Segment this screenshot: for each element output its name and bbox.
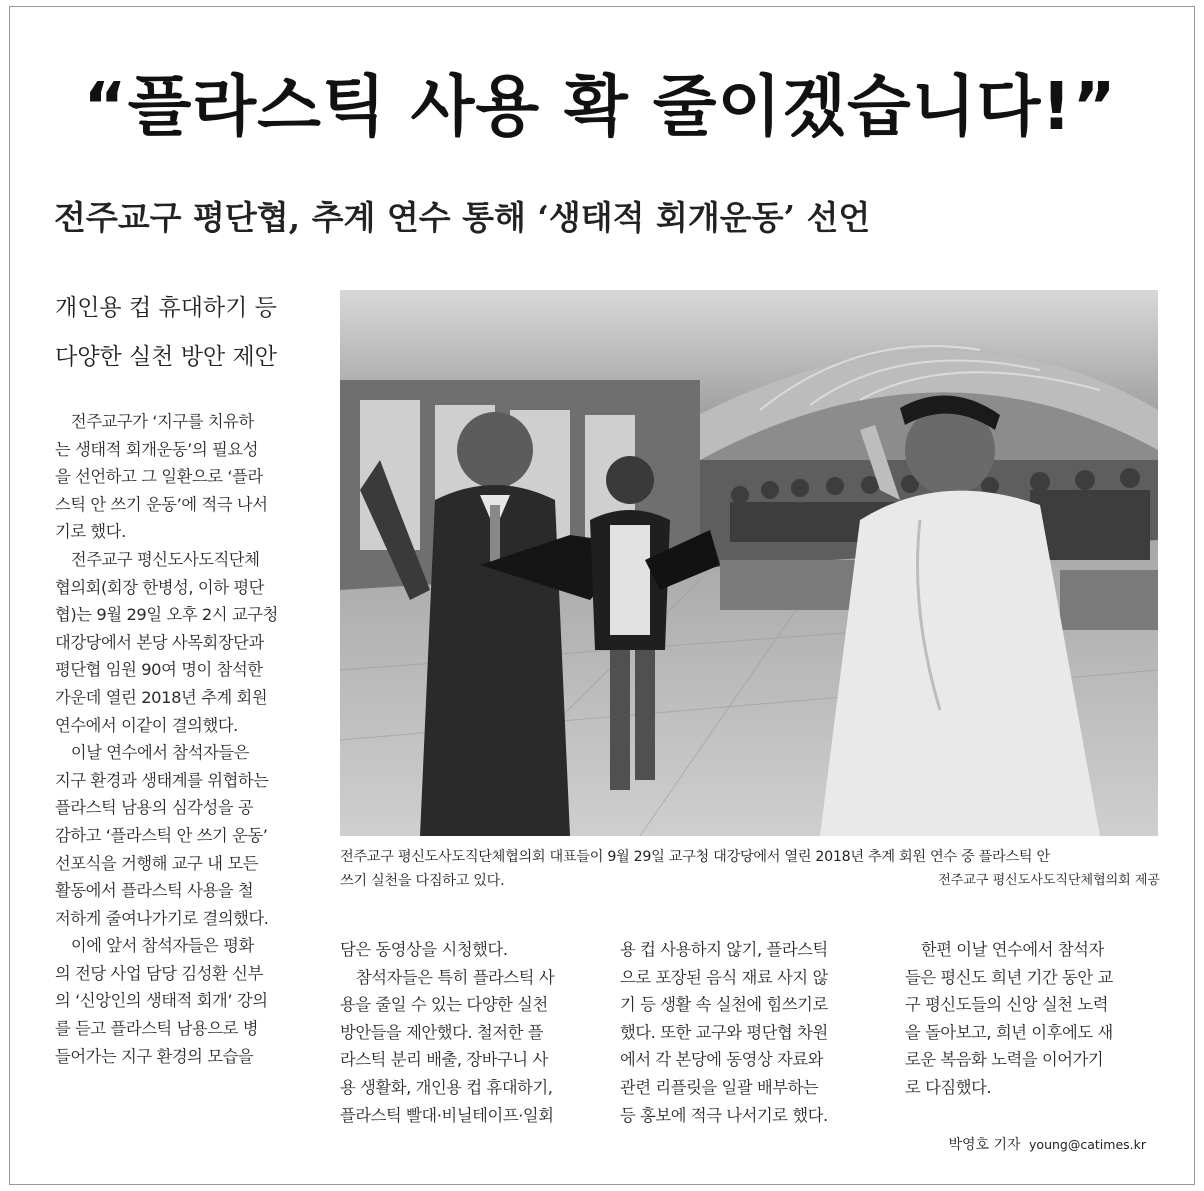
byline xyxy=(949,1134,1147,1154)
kicker-line: 개인용 컵 휴대하기 등 xyxy=(55,295,277,321)
body-text-line: 대강당에서 본당 사목회장단과 xyxy=(55,632,264,652)
body-text-line: 들은 평신도 희년 기간 동안 교 xyxy=(905,967,1113,987)
body-text-line: 협의회(회장 한병성, 이하 평단 xyxy=(55,577,264,597)
news-photo xyxy=(340,290,1158,836)
body-text-line: 지구 환경과 생태계를 위협하는 xyxy=(55,770,269,790)
body-text-line: 스틱 안 쓰기 운동’에 적극 나서 xyxy=(55,494,268,514)
headline: “플라스틱 사용 확 줄이겠습니다!” xyxy=(83,68,1117,145)
body-text-line: 이날 연수에서 참석자들은 xyxy=(55,743,250,763)
body-text-line: 구 평신도들의 신앙 실천 노력 xyxy=(905,995,1109,1015)
body-column-4 xyxy=(905,936,1160,1102)
body-text-line: 전주교구 평신도사도직단체 xyxy=(55,549,260,569)
body-text-line: 용을 줄일 수 있는 다양한 실천 xyxy=(340,995,548,1015)
body-text-line: 활동에서 플라스틱 사용을 철 xyxy=(55,881,254,901)
body-text-line: 용 생활화, 개인용 컵 휴대하기, xyxy=(340,1077,553,1097)
body-text-line: 전주교구가 ‘지구를 치유하 xyxy=(55,412,254,431)
byline-email: young@catimes.kr xyxy=(1029,1137,1146,1152)
body-text-line: 한편 이날 연수에서 참석자 xyxy=(905,940,1104,959)
caption-line: 전주교구 평신도사도직단체협의회 대표들이 9월 29일 교구청 대강당에서 열린 2018년 추계 회원 연수 중 플라스틱 안 xyxy=(340,849,1050,865)
body-text-line: 를 듣고 플라스틱 남용으로 병 xyxy=(55,1019,259,1039)
body-text-line: 연수에서 이같이 결의했다. xyxy=(55,715,238,735)
body-text-line: 용 컵 사용하지 않기, 플라스틱 xyxy=(620,940,828,959)
body-text-line: 의 전당 사업 담당 김성환 신부 xyxy=(55,963,263,983)
body-text-line: 라스틱 분리 배출, 장바구니 사 xyxy=(340,1050,548,1070)
kicker xyxy=(55,284,325,382)
body-text-line: 기로 했다. xyxy=(55,522,126,542)
kicker-line: 다양한 실천 방안 제안 xyxy=(55,344,277,370)
body-text-line: 플라스틱 빨대·비닐테이프·일회 xyxy=(340,1105,554,1125)
body-text-line: 기 등 생활 속 실천에 힘쓰기로 xyxy=(620,995,828,1015)
body-text-line: 을 돌아보고, 희년 이후에도 새 xyxy=(905,1022,1113,1042)
body-column-2 xyxy=(340,936,590,1129)
body-text-line: 감하고 ‘플라스틱 안 쓰기 운동’ xyxy=(55,825,268,845)
body-text-line: 에서 각 본당에 동영상 자료와 xyxy=(620,1050,824,1070)
photo-credit: 전주교구 평신도사도직단체협의회 제공 xyxy=(938,873,1160,888)
body-text-line: 는 생태적 회개운동’의 필요성 xyxy=(55,439,259,459)
body-text-line: 들어가는 지구 환경의 모습을 xyxy=(55,1046,254,1066)
body-text-line: 평단협 임원 90여 명이 참석한 xyxy=(55,660,263,680)
body-text-line: 저하게 줄여나가기로 결의했다. xyxy=(55,908,269,928)
body-text-line: 선포식을 거행해 교구 내 모든 xyxy=(55,853,259,873)
body-text-line: 로운 복음화 노력을 이어가기 xyxy=(905,1050,1104,1070)
byline-name: 박영호 기자 xyxy=(948,1137,1021,1153)
body-column-1 xyxy=(55,408,317,1070)
body-text-line: 으로 포장된 음식 재료 사지 않 xyxy=(620,967,828,987)
body-text-line: 이에 앞서 참석자들은 평화 xyxy=(55,936,254,956)
body-text-line: 참석자들은 특히 플라스틱 사 xyxy=(340,967,555,987)
body-text-line: 가운데 열린 2018년 추계 회원 xyxy=(55,687,268,707)
body-text-line: 의 ‘신앙인의 생태적 회개’ 강의 xyxy=(55,991,268,1011)
body-text-line: 등 홍보에 적극 나서기로 했다. xyxy=(620,1105,828,1125)
body-text-line: 방안들을 제안했다. 철저한 플 xyxy=(340,1022,544,1042)
body-column-3 xyxy=(620,936,880,1129)
body-text-line: 협)는 9월 29일 오후 2시 교구청 xyxy=(55,605,278,625)
body-text-line: 했다. 또한 교구와 평단협 차원 xyxy=(620,1022,828,1042)
body-text-line: 로 다짐했다. xyxy=(905,1077,992,1097)
body-text-line: 담은 동영상을 시청했다. xyxy=(340,940,508,959)
caption-line: 쓰기 실천을 다짐하고 있다. xyxy=(340,873,505,889)
subheadline: 전주교구 평단협, 추계 연수 통해 ‘생태적 회개운동’ 선언 xyxy=(54,198,871,237)
body-text-line: 을 선언하고 그 일환으로 ‘플라 xyxy=(55,467,263,487)
body-text-line: 관련 리플릿을 일괄 배부하는 xyxy=(620,1077,819,1097)
body-text-line: 플라스틱 남용의 심각성을 공 xyxy=(55,798,254,818)
photo-illustration xyxy=(340,290,1158,836)
